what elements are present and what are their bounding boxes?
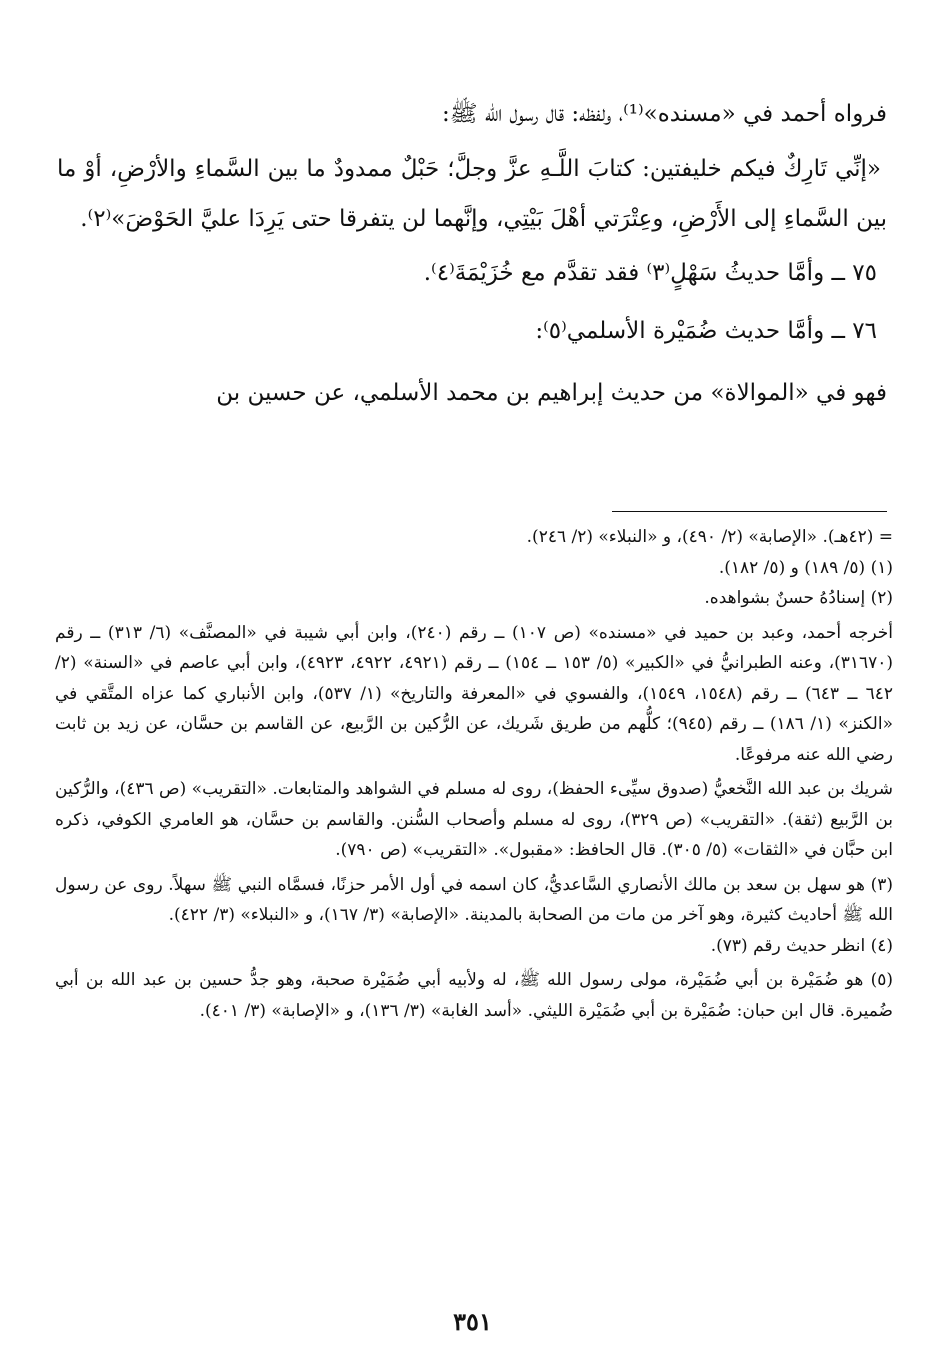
- footnote-1: (١) (٥/ ١٨٩) و (٥/ ١٨٢).: [718, 557, 893, 578]
- entry-75: ٧٥ ــ وأمَّا حديثُ سَهْلٍ⁽٣⁾ فقد تقدَّم مع خُزَيْمَةَ⁽٤⁾.: [423, 260, 877, 286]
- closing-line: فهو في «الموالاة» من حديث إبراهيم بن محمد الأسلمي، عن حسين بن: [216, 380, 887, 406]
- footnote-2-head: (٢) إسنادُهُ حسنٌ بشواهده.: [704, 588, 893, 608]
- footnote-5: (٥) هو ضُمَيْرة بن أبي ضُمَيْرة، مولى رسول الله ﷺ، له ولأبيه أبي ضُمَيْرة صحبة، وهو جدُّ حسين بن عبد الله بن أبي ضُميرة. قال ابن حبان: ضُمَيْرة بن أبي ضُمَيْرة الليثي. «أسد الغابة» (٣/ ١٣٦)، و «الإصابة» (٣/ ٤٠١).: [55, 970, 893, 1021]
- footnote-3: (٣) هو سهل بن سعد بن مالك الأنصاري السَّاعديُّ، كان اسمه في أول الأمر حزنًا، فسمَّاه النبي ﷺ سهلاً. روى عن رسول الله ﷺ أحاديث كثيرة، وهو آخر من مات من الصحابة بالمدينة. «الإصابة» (٣/ ١٦٧)، و «النبلاء» (٣/ ٤٢٢).: [55, 874, 893, 925]
- footnote-continuation: = (٤٢هـ). «الإصابة» (٢/ ٤٩٠)، و «النبلاء» (٢/ ٢٤٦).: [526, 527, 893, 547]
- hadith-quote: «إنِّي تَارِكٌ فيكم خليفتين: كتابَ اللَّـهِ عزَّ وجلَّ؛ حَبْلٌ ممدودٌ ما بين السَّماءِ والأرْضِ، أوْ ما بين السَّماءِ إلى الأَرْضِ، وعِتْرَتي أهْلَ بَيْتِي، وإنَّهما لن يتفرقا حتى يَرِدَا عليَّ الحَوْضَ»⁽٢⁾.: [57, 156, 887, 232]
- footnote-divider: [612, 511, 887, 512]
- main-text: [57, 90, 887, 420]
- footnote-2-body-1: أخرجه أحمد، وعبد بن حميد في «مسنده» (ص ١٠٧) ــ رقم (٢٤٠)، وابن أبي شيبة في «المصنَّف» (٦/ ٣١٣) ــ رقم (٣١٦٧٠)، وعنه الطبرانيُّ في «الكبير» (٥/ ١٥٣ ــ ١٥٤) ــ رقم (٤٩٢١، ٤٩٢٢، ٤٩٢٣)، وابن أبي عاصم في «السنة» (٢/ ٦٤٢ ــ ٦٤٣) ــ رقم (١٥٤٨، ١٥٤٩)، والفسوي في «المعرفة والتاريخ» (١/ ٥٣٧)، وابن الأنباري كما عزاه المتَّقي في «الكنز» (١/ ١٨٦) ــ رقم (٩٤٥)؛ كلُّهم من طريق شَريك، عن الرُّكين بن الرَّبيع، عن القاسم بن حسَّان، عن زيد بن ثابت رضي الله عنه مرفوعًا.: [55, 622, 893, 765]
- page-number: ٣٥١: [453, 1307, 492, 1336]
- footnote-2-body-2: شريك بن عبد الله النَّخعيُّ (صدوق سيِّىء الحفظ)، روى له مسلم في الشواهد والمتابعات. «التقريب» (ص ٤٣٦)، والرُّكين بن الرَّبيع (ثقة). «التقريب» (ص ٣٢٩)، روى له مسلم وأصحاب السُّنن. والقاسم بن حسَّان، هو العامري الكوفي، ذكره ابن حبَّان في «الثقات» (٥/ ٣٠٥). قال الحافظ: «مقبول». «التقريب» (ص ٧٩٠).: [55, 779, 894, 860]
- footnote-4: (٤) انظر حديث رقم (٧٣).: [710, 935, 893, 956]
- entry-76: ٧٦ ــ وأمَّا حديث ضُمَيْرة الأسلمي⁽٥⁾:: [535, 318, 877, 344]
- intro-line: فرواه أحمد في «مسنده»⁽¹⁾، ولفظه: قال رسول الله ﷺ:: [442, 101, 887, 127]
- footnotes: [55, 522, 893, 1026]
